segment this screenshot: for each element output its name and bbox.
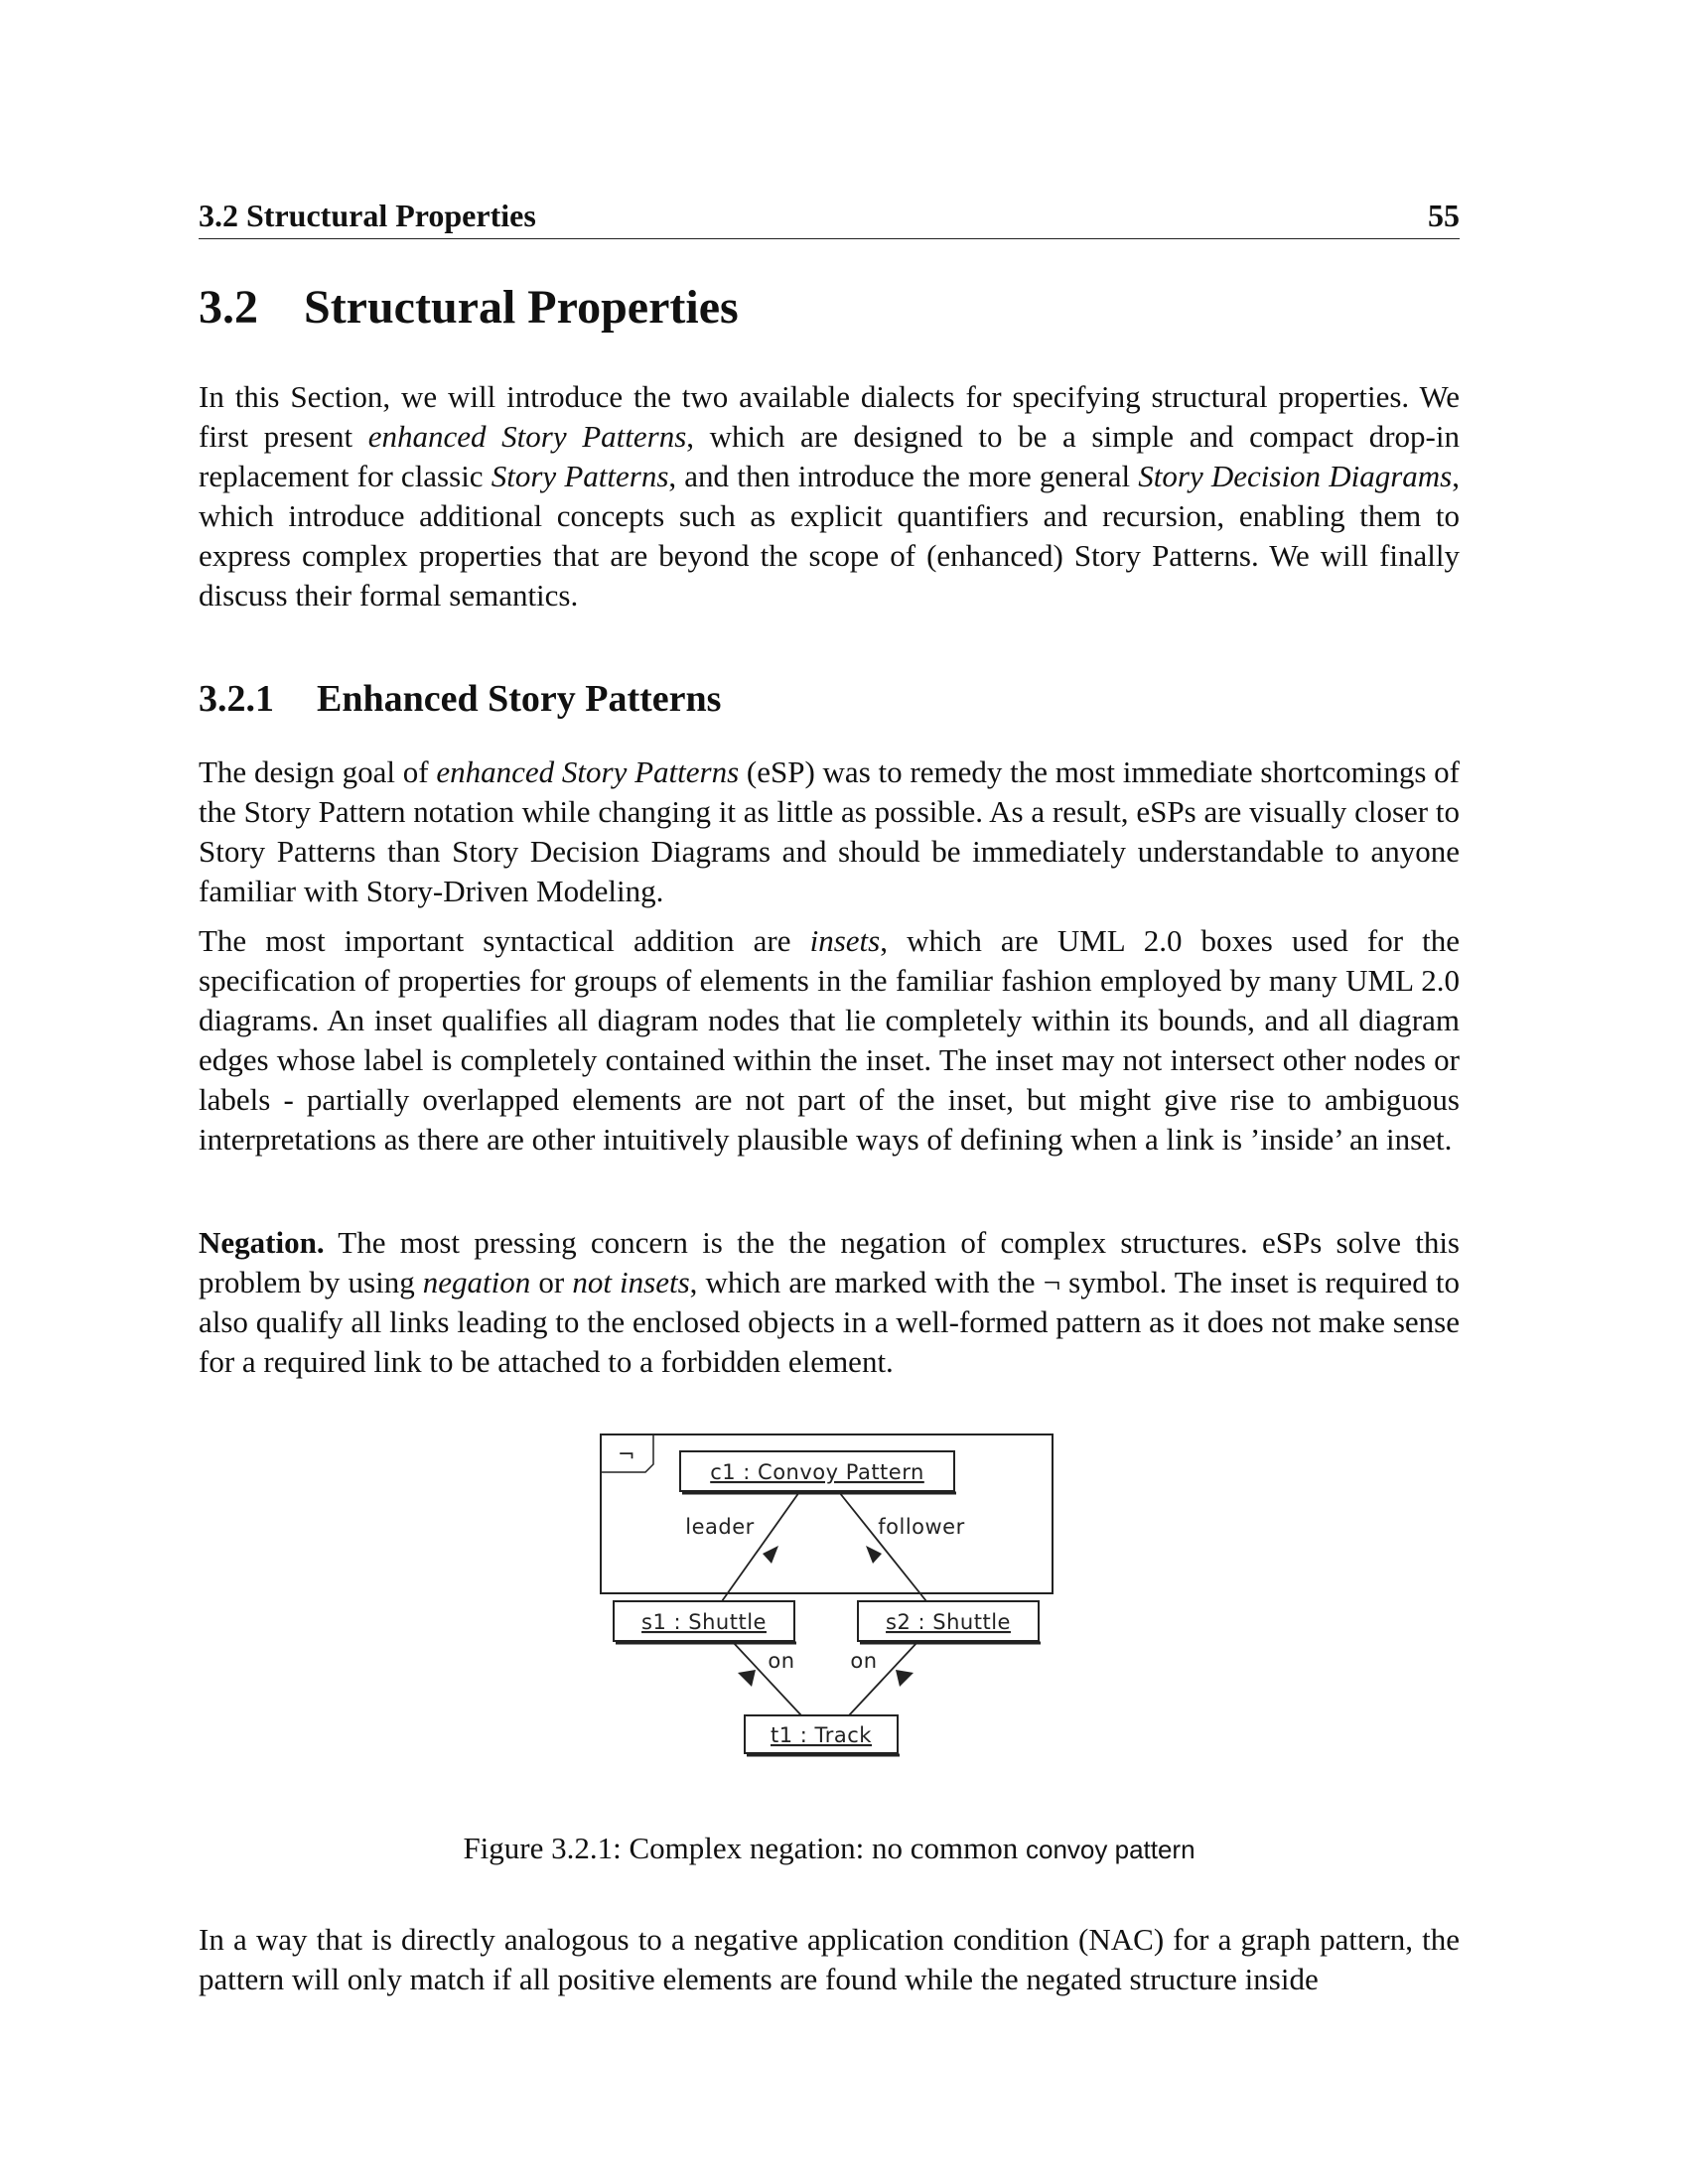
edge-on-right-label: on [850, 1649, 878, 1673]
emphasis-text: enhanced Story Patterns [436, 754, 740, 789]
running-header [199, 195, 1460, 239]
running-header-title: 3.2 Structural Properties [199, 198, 536, 233]
text-run: In a way that is directly analogous to a negative application condition (NAC) for a graph pattern, the pattern will only match if all positive elements are found while the negated structure inside [199, 1922, 1460, 1996]
text-run: , which are marked with the ¬ symbol. The inset is required to also qualify all links leading to the enclosed objects in a well-formed pattern as it does not make sense for a required link to be attached to a forbidden element. [199, 1265, 1460, 1379]
design-goal-paragraph [199, 752, 1460, 911]
negation-symbol: ¬ [618, 1442, 636, 1466]
text-run: or [530, 1265, 573, 1299]
subsection-number: 3.2.1 [199, 678, 274, 720]
emphasis-text: negation [422, 1265, 531, 1299]
text-run: , which are UML 2.0 boxes used for the specification of properties for groups of elements in the familiar fashion employed by many UML 2.0 diagrams. An inset qualifies all diagram nodes that lie completely within its bounds, and all diagram edges whose label is completely contained within the inset. The inset may not intersect other nodes or labels - partially overlapped elements are not part of the inset, but might give rise to ambiguous interpretations as there are other intuitively plausible ways of defining when a link is ’inside’ an inset. [199, 923, 1460, 1157]
edge-on-left-label: on [768, 1649, 795, 1673]
caption-term: convoy pattern [1026, 1835, 1196, 1864]
intro-paragraph [199, 377, 1460, 615]
follower-direction-arrow [866, 1546, 882, 1564]
caption-text: Figure 3.2.1: Complex negation: no common [463, 1831, 1026, 1865]
nac-paragraph [199, 1920, 1460, 1999]
figure-complex-negation [596, 1430, 1072, 1787]
text-run: , which are designed to be a simple and compact drop-in replacement for classic [199, 419, 1460, 493]
on-left-direction-arrow [738, 1670, 756, 1687]
text-run: The most important syntactical addition are [199, 923, 810, 958]
negation-paragraph [199, 1223, 1460, 1382]
run-in-heading: Negation. [199, 1225, 325, 1260]
section-heading [199, 278, 739, 338]
node-s2-label: s2 : Shuttle [886, 1610, 1011, 1634]
text-run: In this Section, we will introduce the two available dialects for specifying structural properties. We first present [199, 379, 1460, 454]
text-run: , and then introduce the more general [668, 459, 1139, 493]
edge-follower-label: follower [878, 1515, 965, 1539]
section-number: 3.2 [199, 281, 258, 334]
emphasis-text: Story Patterns [491, 459, 669, 493]
subsection-title: Enhanced Story Patterns [317, 678, 722, 720]
text-run: The design goal of [199, 754, 437, 789]
node-s1-label: s1 : Shuttle [641, 1610, 767, 1634]
node-c1-label: c1 : Convoy Pattern [710, 1460, 924, 1484]
insets-paragraph [199, 921, 1460, 1160]
text-run: , which introduce additional concepts such as explicit quantifiers and recursion, enabling them to express complex properties that are beyond the scope of (enhanced) Story Patterns. We will finally discuss their formal semantics. [199, 459, 1460, 613]
emphasis-text: enhanced Story Patterns [367, 419, 687, 454]
story-pattern-diagram [596, 1430, 1072, 1787]
subsection-heading [199, 675, 721, 723]
node-t1-label: t1 : Track [771, 1723, 872, 1747]
page-number: 55 [1428, 198, 1460, 233]
emphasis-text: insets [809, 923, 881, 958]
figure-caption [199, 1829, 1460, 1869]
emphasis-text: Story Decision Diagrams [1138, 459, 1453, 493]
emphasis-text: not insets [572, 1265, 690, 1299]
text-run: (eSP) was to remedy the most immediate shortcomings of the Story Pattern notation while changing it as little as possible. As a result, eSPs are visually closer to Story Patterns than Story Decision Diagrams and should be immediately understandable to anyone familiar with Story-Driven Modeling. [199, 754, 1460, 908]
edge-leader [722, 1492, 799, 1601]
edge-follower [839, 1492, 926, 1601]
on-right-direction-arrow [896, 1670, 914, 1687]
edge-leader-label: leader [685, 1515, 755, 1539]
text-run: The most pressing concern is the the negation of complex structures. eSPs solve this problem by using [199, 1225, 1460, 1299]
leader-direction-arrow [763, 1546, 778, 1564]
section-title: Structural Properties [304, 281, 739, 334]
